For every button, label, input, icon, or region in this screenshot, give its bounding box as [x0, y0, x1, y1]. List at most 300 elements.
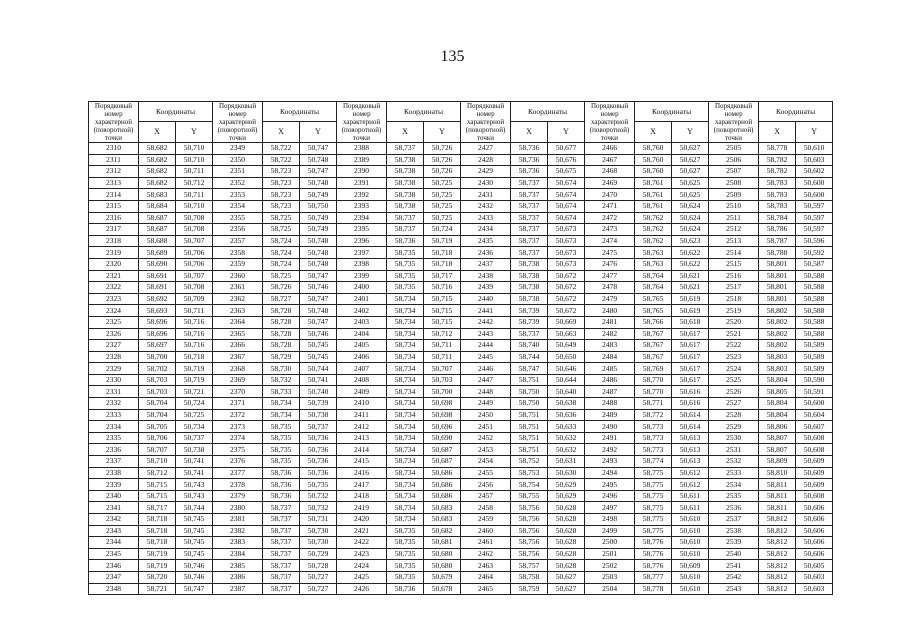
x-cell: 58,801: [759, 258, 796, 270]
y-cell: 50,732: [300, 502, 337, 514]
x-cell: 58,735: [387, 258, 424, 270]
point-number-cell: 2415: [337, 456, 387, 468]
x-cell: 58,774: [635, 456, 672, 468]
point-number-cell: 2439: [461, 282, 511, 294]
point-number-cell: 2431: [461, 189, 511, 201]
y-cell: 50,608: [796, 490, 833, 502]
x-cell: 58,762: [635, 224, 672, 236]
x-cell: 58,756: [511, 514, 548, 526]
point-number-cell: 2529: [709, 421, 759, 433]
x-cell: 58,763: [635, 258, 672, 270]
point-number-cell: 2329: [89, 363, 139, 375]
y-cell: 50,708: [176, 212, 213, 224]
y-cell: 50,741: [176, 456, 213, 468]
x-cell: 58,738: [387, 189, 424, 201]
point-number-cell: 2368: [213, 363, 263, 375]
y-cell: 50,743: [176, 479, 213, 491]
y-cell: 50,622: [672, 247, 709, 259]
point-number-cell: 2392: [337, 189, 387, 201]
y-cell: 50,628: [548, 548, 585, 560]
y-cell: 50,749: [300, 212, 337, 224]
point-number-cell: 2382: [213, 525, 263, 537]
x-cell: 58,801: [759, 270, 796, 282]
point-number-cell: 2517: [709, 282, 759, 294]
x-cell: 58,737: [511, 328, 548, 340]
point-number-cell: 2541: [709, 560, 759, 572]
y-cell: 50,617: [672, 328, 709, 340]
x-cell: 58,737: [511, 235, 548, 247]
y-cell: 50,632: [548, 432, 585, 444]
y-cell: 50,735: [300, 479, 337, 491]
y-cell: 50,673: [548, 247, 585, 259]
y-cell: 50,746: [300, 282, 337, 294]
point-number-cell: 2428: [461, 154, 511, 166]
table-row: [89, 444, 833, 456]
point-number-cell: 2537: [709, 514, 759, 526]
y-cell: 50,612: [672, 467, 709, 479]
table-row: [89, 270, 833, 282]
table-row: [89, 247, 833, 259]
y-cell: 50,710: [176, 143, 213, 155]
y-cell: 50,628: [548, 525, 585, 537]
y-cell: 50,672: [548, 270, 585, 282]
point-number-cell: 2339: [89, 479, 139, 491]
point-number-cell: 2443: [461, 328, 511, 340]
y-cell: 50,725: [424, 177, 461, 189]
x-cell: 58,766: [635, 316, 672, 328]
x-cell: 58,778: [635, 583, 672, 595]
y-cell: 50,706: [176, 247, 213, 259]
x-cell: 58,756: [511, 525, 548, 537]
point-number-cell: 2316: [89, 212, 139, 224]
point-number-cell: 2447: [461, 374, 511, 386]
y-cell: 50,650: [548, 351, 585, 363]
x-cell: 58,764: [635, 270, 672, 282]
point-number-cell: 2364: [213, 316, 263, 328]
point-number-cell: 2441: [461, 305, 511, 317]
point-number-cell: 2535: [709, 490, 759, 502]
y-cell: 50,711: [424, 351, 461, 363]
point-number-cell: 2466: [585, 143, 635, 155]
table-row: [89, 514, 833, 526]
header-coordinates: Координаты: [139, 102, 213, 122]
point-number-cell: 2336: [89, 444, 139, 456]
x-cell: 58,734: [387, 305, 424, 317]
x-cell: 58,737: [263, 525, 300, 537]
y-cell: 50,609: [796, 467, 833, 479]
table-row: [89, 421, 833, 433]
x-cell: 58,782: [759, 154, 796, 166]
y-cell: 50,588: [796, 305, 833, 317]
y-cell: 50,604: [796, 409, 833, 421]
y-cell: 50,747: [300, 293, 337, 305]
y-cell: 50,607: [796, 421, 833, 433]
header-y: Y: [176, 122, 213, 143]
y-cell: 50,715: [424, 305, 461, 317]
x-cell: 58,704: [139, 409, 176, 421]
y-cell: 50,680: [424, 548, 461, 560]
point-number-cell: 2402: [337, 305, 387, 317]
y-cell: 50,606: [796, 537, 833, 549]
y-cell: 50,663: [548, 328, 585, 340]
point-number-cell: 2482: [585, 328, 635, 340]
point-number-cell: 2330: [89, 374, 139, 386]
point-number-cell: 2344: [89, 537, 139, 549]
point-number-cell: 2488: [585, 398, 635, 410]
x-cell: 58,736: [263, 467, 300, 479]
x-cell: 58,734: [263, 409, 300, 421]
x-cell: 58,726: [263, 282, 300, 294]
table-row: [89, 282, 833, 294]
point-number-cell: 2373: [213, 421, 263, 433]
x-cell: 58,751: [511, 432, 548, 444]
y-cell: 50,716: [176, 340, 213, 352]
x-cell: 58,734: [387, 293, 424, 305]
y-cell: 50,734: [176, 421, 213, 433]
x-cell: 58,734: [387, 316, 424, 328]
y-cell: 50,718: [424, 258, 461, 270]
x-cell: 58,737: [387, 224, 424, 236]
point-number-cell: 2350: [213, 154, 263, 166]
point-number-cell: 2454: [461, 456, 511, 468]
point-number-cell: 2506: [709, 154, 759, 166]
x-cell: 58,737: [263, 502, 300, 514]
point-number-cell: 2378: [213, 479, 263, 491]
x-cell: 58,765: [635, 293, 672, 305]
header-point-number: Порядковый номер характерной (поворотной) точки: [585, 102, 635, 143]
point-number-cell: 2394: [337, 212, 387, 224]
y-cell: 50,711: [424, 340, 461, 352]
y-cell: 50,686: [424, 467, 461, 479]
point-number-cell: 2331: [89, 386, 139, 398]
y-cell: 50,745: [176, 548, 213, 560]
y-cell: 50,747: [300, 166, 337, 178]
y-cell: 50,743: [176, 490, 213, 502]
y-cell: 50,627: [672, 143, 709, 155]
table-row: [89, 293, 833, 305]
y-cell: 50,597: [796, 200, 833, 212]
y-cell: 50,675: [548, 166, 585, 178]
point-number-cell: 2407: [337, 363, 387, 375]
y-cell: 50,741: [176, 467, 213, 479]
point-number-cell: 2396: [337, 235, 387, 247]
y-cell: 50,741: [300, 374, 337, 386]
coordinates-table: [88, 101, 833, 595]
point-number-cell: 2526: [709, 386, 759, 398]
point-number-cell: 2520: [709, 316, 759, 328]
y-cell: 50,630: [548, 467, 585, 479]
x-cell: 58,728: [263, 340, 300, 352]
y-cell: 50,724: [424, 224, 461, 236]
point-number-cell: 2480: [585, 305, 635, 317]
y-cell: 50,616: [672, 398, 709, 410]
point-number-cell: 2337: [89, 456, 139, 468]
point-number-cell: 2521: [709, 328, 759, 340]
x-cell: 58,777: [635, 571, 672, 583]
point-number-cell: 2360: [213, 270, 263, 282]
point-number-cell: 2449: [461, 398, 511, 410]
point-number-cell: 2397: [337, 247, 387, 259]
x-cell: 58,738: [511, 270, 548, 282]
point-number-cell: 2342: [89, 514, 139, 526]
x-cell: 58,729: [263, 351, 300, 363]
table-row: [89, 305, 833, 317]
x-cell: 58,735: [387, 548, 424, 560]
point-number-cell: 2332: [89, 398, 139, 410]
y-cell: 50,625: [672, 177, 709, 189]
x-cell: 58,737: [263, 571, 300, 583]
point-number-cell: 2375: [213, 444, 263, 456]
table-row: [89, 258, 833, 270]
x-cell: 58,737: [263, 560, 300, 572]
x-cell: 58,747: [511, 363, 548, 375]
point-number-cell: 2385: [213, 560, 263, 572]
point-number-cell: 2319: [89, 247, 139, 259]
point-number-cell: 2348: [89, 583, 139, 595]
x-cell: 58,802: [759, 340, 796, 352]
y-cell: 50,606: [796, 548, 833, 560]
x-cell: 58,775: [635, 479, 672, 491]
point-number-cell: 2317: [89, 224, 139, 236]
y-cell: 50,737: [176, 432, 213, 444]
header-y: Y: [424, 122, 461, 143]
y-cell: 50,711: [176, 189, 213, 201]
x-cell: 58,770: [635, 374, 672, 386]
y-cell: 50,621: [672, 270, 709, 282]
point-number-cell: 2516: [709, 270, 759, 282]
x-cell: 58,775: [635, 467, 672, 479]
x-cell: 58,765: [635, 305, 672, 317]
y-cell: 50,725: [176, 409, 213, 421]
y-cell: 50,715: [424, 293, 461, 305]
point-number-cell: 2421: [337, 525, 387, 537]
point-number-cell: 2383: [213, 537, 263, 549]
point-number-cell: 2315: [89, 200, 139, 212]
y-cell: 50,587: [796, 258, 833, 270]
x-cell: 58,782: [759, 166, 796, 178]
x-cell: 58,735: [387, 282, 424, 294]
x-cell: 58,734: [387, 374, 424, 386]
x-cell: 58,803: [759, 351, 796, 363]
x-cell: 58,738: [387, 166, 424, 178]
y-cell: 50,686: [424, 490, 461, 502]
y-cell: 50,719: [424, 235, 461, 247]
point-number-cell: 2320: [89, 258, 139, 270]
point-number-cell: 2418: [337, 490, 387, 502]
x-cell: 58,734: [387, 456, 424, 468]
y-cell: 50,727: [300, 583, 337, 595]
header-coordinates: Координаты: [635, 102, 709, 122]
y-cell: 50,617: [672, 351, 709, 363]
point-number-cell: 2498: [585, 514, 635, 526]
x-cell: 58,690: [139, 258, 176, 270]
x-cell: 58,737: [511, 224, 548, 236]
table-row: [89, 456, 833, 468]
header-point-number: Порядковый номер характерной (поворотной) точки: [709, 102, 759, 143]
point-number-cell: 2380: [213, 502, 263, 514]
x-cell: 58,738: [511, 282, 548, 294]
x-cell: 58,689: [139, 247, 176, 259]
point-number-cell: 2494: [585, 467, 635, 479]
point-number-cell: 2313: [89, 177, 139, 189]
x-cell: 58,691: [139, 270, 176, 282]
table-row: [89, 537, 833, 549]
x-cell: 58,730: [263, 363, 300, 375]
point-number-cell: 2450: [461, 409, 511, 421]
point-number-cell: 2508: [709, 177, 759, 189]
y-cell: 50,707: [176, 270, 213, 282]
point-number-cell: 2518: [709, 293, 759, 305]
x-cell: 58,718: [139, 525, 176, 537]
point-number-cell: 2491: [585, 432, 635, 444]
y-cell: 50,749: [300, 224, 337, 236]
x-cell: 58,807: [759, 444, 796, 456]
y-cell: 50,747: [300, 143, 337, 155]
y-cell: 50,726: [424, 166, 461, 178]
y-cell: 50,710: [176, 154, 213, 166]
point-number-cell: 2386: [213, 571, 263, 583]
x-cell: 58,778: [759, 143, 796, 155]
point-number-cell: 2388: [337, 143, 387, 155]
y-cell: 50,730: [300, 525, 337, 537]
y-cell: 50,728: [300, 560, 337, 572]
x-cell: 58,734: [387, 363, 424, 375]
x-cell: 58,775: [635, 525, 672, 537]
y-cell: 50,745: [300, 340, 337, 352]
point-number-cell: 2445: [461, 351, 511, 363]
header-y: Y: [672, 122, 709, 143]
x-cell: 58,735: [387, 525, 424, 537]
x-cell: 58,753: [511, 467, 548, 479]
x-cell: 58,715: [139, 490, 176, 502]
x-cell: 58,737: [387, 143, 424, 155]
x-cell: 58,682: [139, 154, 176, 166]
y-cell: 50,617: [672, 363, 709, 375]
y-cell: 50,613: [672, 432, 709, 444]
point-number-cell: 2365: [213, 328, 263, 340]
x-cell: 58,801: [759, 293, 796, 305]
x-cell: 58,767: [635, 351, 672, 363]
point-number-cell: 2361: [213, 282, 263, 294]
y-cell: 50,622: [672, 258, 709, 270]
table-row: [89, 328, 833, 340]
point-number-cell: 2310: [89, 143, 139, 155]
x-cell: 58,739: [511, 305, 548, 317]
y-cell: 50,627: [672, 154, 709, 166]
point-number-cell: 2542: [709, 571, 759, 583]
point-number-cell: 2416: [337, 467, 387, 479]
x-cell: 58,734: [387, 351, 424, 363]
y-cell: 50,611: [672, 502, 709, 514]
point-number-cell: 2352: [213, 177, 263, 189]
y-cell: 50,750: [300, 200, 337, 212]
header-y: Y: [300, 122, 337, 143]
point-number-cell: 2463: [461, 560, 511, 572]
y-cell: 50,624: [672, 224, 709, 236]
point-number-cell: 2314: [89, 189, 139, 201]
y-cell: 50,739: [300, 398, 337, 410]
y-cell: 50,724: [176, 398, 213, 410]
x-cell: 58,775: [635, 502, 672, 514]
x-cell: 58,736: [511, 154, 548, 166]
y-cell: 50,589: [796, 351, 833, 363]
x-cell: 58,812: [759, 548, 796, 560]
y-cell: 50,625: [672, 189, 709, 201]
point-number-cell: 2322: [89, 282, 139, 294]
x-cell: 58,682: [139, 177, 176, 189]
y-cell: 50,613: [672, 456, 709, 468]
y-cell: 50,631: [548, 456, 585, 468]
point-number-cell: 2437: [461, 258, 511, 270]
table-body: [89, 143, 833, 595]
x-cell: 58,751: [511, 409, 548, 421]
x-cell: 58,735: [387, 270, 424, 282]
point-number-cell: 2448: [461, 386, 511, 398]
point-number-cell: 2420: [337, 514, 387, 526]
x-cell: 58,806: [759, 421, 796, 433]
y-cell: 50,605: [796, 560, 833, 572]
point-number-cell: 2485: [585, 363, 635, 375]
x-cell: 58,703: [139, 386, 176, 398]
y-cell: 50,711: [176, 166, 213, 178]
point-number-cell: 2429: [461, 166, 511, 178]
point-number-cell: 2381: [213, 514, 263, 526]
point-number-cell: 2534: [709, 479, 759, 491]
x-cell: 58,811: [759, 502, 796, 514]
y-cell: 50,632: [548, 444, 585, 456]
x-cell: 58,773: [635, 421, 672, 433]
x-cell: 58,750: [511, 398, 548, 410]
x-cell: 58,804: [759, 409, 796, 421]
y-cell: 50,746: [300, 328, 337, 340]
table-row: [89, 560, 833, 572]
point-number-cell: 2461: [461, 537, 511, 549]
point-number-cell: 2419: [337, 502, 387, 514]
x-cell: 58,719: [139, 560, 176, 572]
x-cell: 58,723: [263, 189, 300, 201]
table-row: [89, 189, 833, 201]
x-cell: 58,812: [759, 514, 796, 526]
point-number-cell: 2513: [709, 235, 759, 247]
x-cell: 58,752: [511, 456, 548, 468]
x-cell: 58,776: [635, 560, 672, 572]
point-number-cell: 2333: [89, 409, 139, 421]
x-cell: 58,786: [759, 224, 796, 236]
point-number-cell: 2328: [89, 351, 139, 363]
y-cell: 50,740: [300, 386, 337, 398]
table-row: [89, 363, 833, 375]
y-cell: 50,627: [672, 166, 709, 178]
x-cell: 58,811: [759, 479, 796, 491]
point-number-cell: 2500: [585, 537, 635, 549]
point-number-cell: 2346: [89, 560, 139, 572]
point-number-cell: 2318: [89, 235, 139, 247]
header-y: Y: [548, 122, 585, 143]
point-number-cell: 2509: [709, 189, 759, 201]
header-coordinates: Координаты: [263, 102, 337, 122]
y-cell: 50,588: [796, 293, 833, 305]
y-cell: 50,610: [672, 537, 709, 549]
point-number-cell: 2502: [585, 560, 635, 572]
table-row: [89, 432, 833, 444]
x-cell: 58,770: [635, 386, 672, 398]
point-number-cell: 2341: [89, 502, 139, 514]
y-cell: 50,592: [796, 247, 833, 259]
x-cell: 58,776: [635, 548, 672, 560]
x-cell: 58,724: [263, 235, 300, 247]
x-cell: 58,762: [635, 235, 672, 247]
y-cell: 50,748: [300, 177, 337, 189]
